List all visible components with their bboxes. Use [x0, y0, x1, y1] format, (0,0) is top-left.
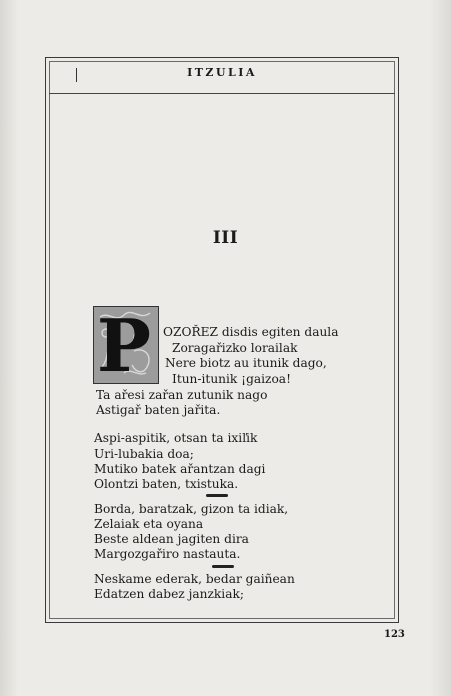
poem-line: Edatzen dabez janzkiak; [94, 587, 244, 601]
poem-line: Olontzi baten, txistuka. [94, 477, 239, 491]
poem-line: Beste aldean jagiten dira [94, 532, 249, 546]
stanza-separator [212, 565, 234, 568]
poem-line: Neskame ederak, bedar gaiñean [94, 572, 295, 586]
poem-line: Nere biotz au itunik dago, [165, 356, 327, 370]
poem-line: Astigař baten jařita. [96, 403, 221, 417]
poem-line: Margozgařiro nastauta. [94, 547, 241, 561]
poem-line: OZOŘEZ disdis egiten daula [163, 325, 339, 339]
poem-line: Zoragařizko lorailak [172, 341, 298, 355]
poem-line: Aspi-aspitik, otsan ta ixiľik [94, 431, 258, 445]
poem-line: Zelaiak eta oyana [94, 517, 204, 531]
poem-line: Borda, baratzak, gizon ta idiak, [94, 502, 289, 516]
running-title: ITZULIA [187, 66, 257, 79]
poem-line: Mutiko batek ařantzan dagi [94, 462, 266, 476]
page-number: 123 [384, 629, 405, 640]
poem-line: Uri-lubakia doa; [94, 447, 194, 461]
poem-line: Ta ařesi zařan zutunik nago [96, 388, 268, 402]
section-number: III [212, 228, 239, 248]
drop-cap-letter: P [96, 307, 152, 383]
poem-line: Itun-itunik ¡gaizoa! [172, 372, 291, 386]
stanza-separator [206, 494, 228, 497]
